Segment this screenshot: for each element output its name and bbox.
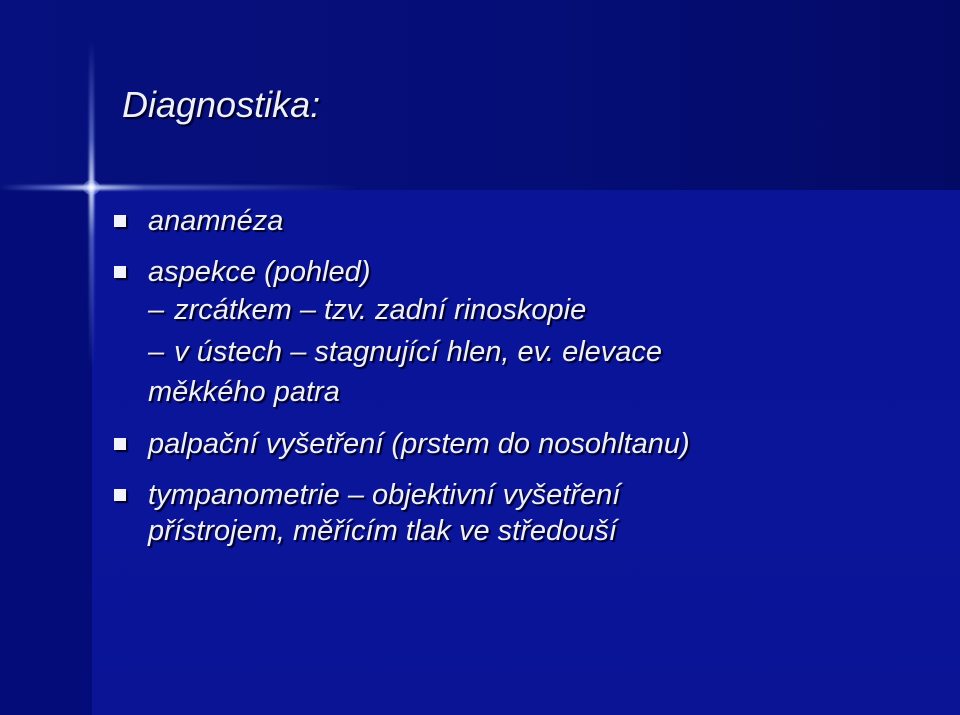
item-aspekce: aspekce (pohled) xyxy=(148,256,371,288)
bullet-square-icon xyxy=(114,215,126,227)
item-tympanometrie-continuation: přístrojem, měřícím tlak ve středouší xyxy=(148,515,617,547)
subitem-v-ustech xyxy=(148,334,662,370)
slide-title: Diagnostika: xyxy=(122,84,321,125)
bullet-square-icon xyxy=(114,438,126,450)
subitem-zrcatkem xyxy=(148,292,586,328)
subitem-zrcatkem-text: zrcátkem – tzv. zadní rinoskopie xyxy=(174,294,587,326)
dash-marker: – xyxy=(148,336,165,368)
dash-marker: – xyxy=(148,294,165,326)
item-tympanometrie: tympanometrie – objektivní vyšetření xyxy=(148,479,621,511)
subitem-continuation: měkkého patra xyxy=(148,376,340,408)
item-anamneza: anamnéza xyxy=(148,205,284,237)
bullet-square-icon xyxy=(114,489,126,501)
item-palpacni: palpační vyšetření (prstem do nosohltanu) xyxy=(148,428,690,460)
subitem-v-ustech-text: v ústech – stagnující hlen, ev. elevace xyxy=(174,336,663,368)
bullet-square-icon xyxy=(114,266,126,278)
